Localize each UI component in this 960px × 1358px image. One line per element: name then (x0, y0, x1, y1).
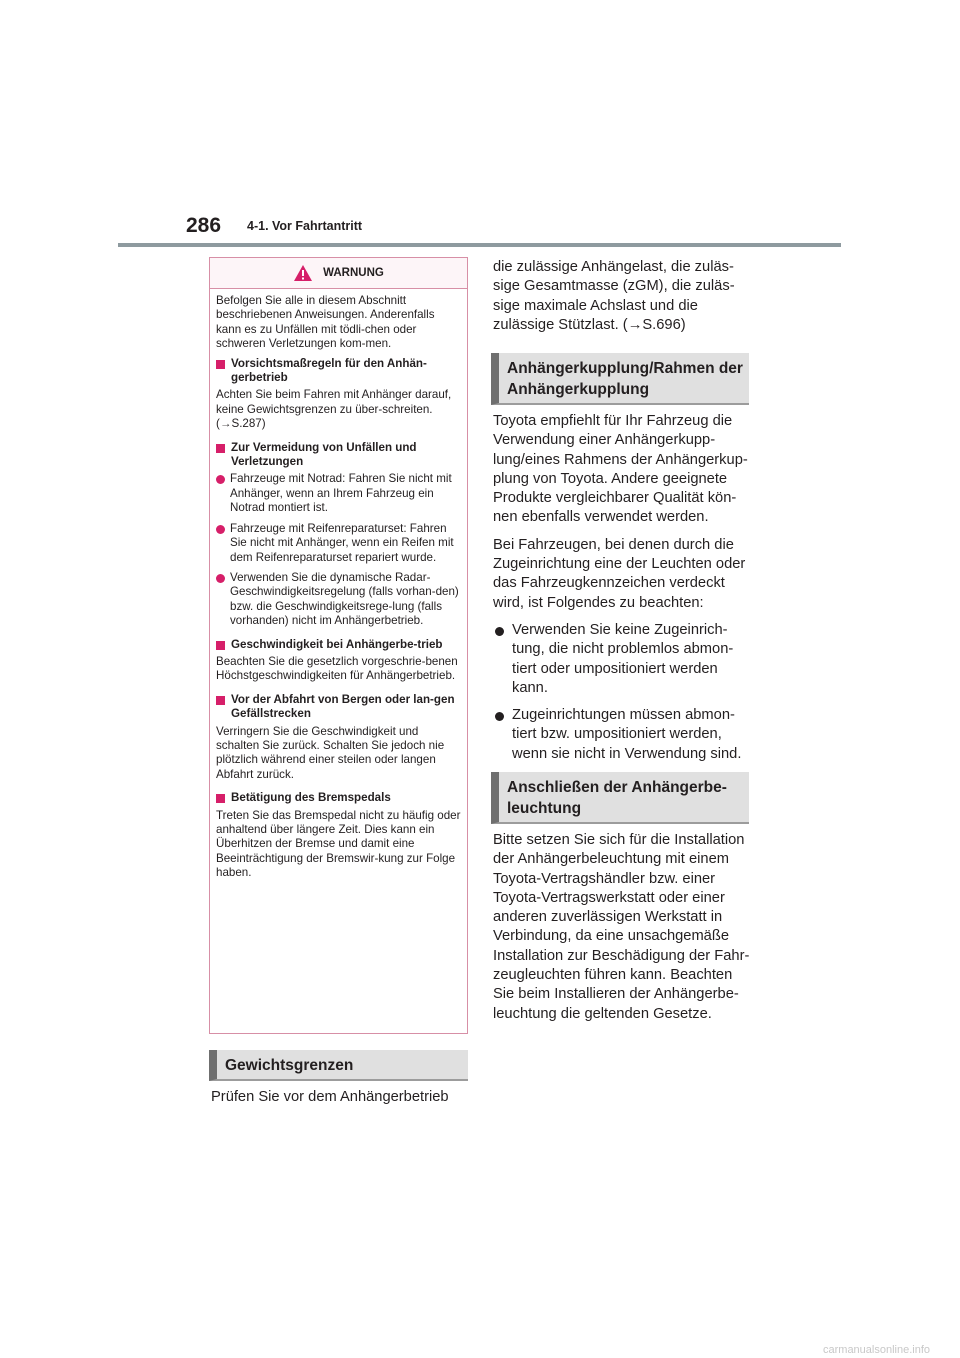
heading-weight-limits: Gewichtsgrenzen (209, 1050, 468, 1081)
warning-box (209, 257, 468, 1034)
square-bullet-icon (216, 641, 225, 650)
bullet-icon (495, 627, 504, 636)
heading-trailer-hitch: Anhängerkupplung/Rahmen der Anhängerkupplung (491, 353, 749, 405)
warning-paragraph: Beachten Sie die gesetzlich vorgeschrie-benen Höchstgeschwindigkeiten für Anhängerbetrieb. (216, 654, 458, 683)
lights-text: Bitte setzen Sie sich für die Installation der Anhängerbeleuchtung mit einem Toyota-Vertragshändler bzw. einer Toyota-Vertragswerkstatt oder einer anderen zuverlässigen Werkstatt in Verbindung, da eine unsachgemäße Installation zur Beschädigung der Fahr-zeugleuchten führen kann. Beachten Sie beim Installieren der Anhängerbe-leuchtung die geltenden Gesetze. (493, 832, 750, 1022)
warning-subheading: Betätigung des Bremspedals (216, 791, 461, 805)
hitch-paragraph: Bei Fahrzeugen, bei denen durch die Zugeinrichtung eine der Leuchten oder das Fahrzeugkennzeichen verdeckt wird, ist Folgendes zu beachten: (493, 536, 746, 611)
square-bullet-icon (216, 444, 225, 453)
heading-trailer-lights: Anschließen der Anhängerbe-leuchtung (491, 772, 749, 824)
warning-header (210, 258, 467, 289)
warning-paragraph: Achten Sie beim Fahren mit Anhänger darauf, keine Gewichtsgrenzen zu über-schreiten. (→S.287) (216, 388, 452, 431)
hitch-paragraph: Toyota empfiehlt für Ihr Fahrzeug die Verwendung einer Anhängerkupp-lung/eines Rahmens der Anhängerkup-plung von Toyota. Andere geeignete Produkte vergleichbarer Qualität kön-nen ebenfalls verwendet werden. (493, 413, 748, 526)
list-item: Verwenden Sie keine Zugeinrich-tung, die nicht problemlos abmon-tiert oder umpositioniert werden kann. (493, 621, 750, 698)
footer-link[interactable]: carmanualsonline.info (823, 1344, 931, 1356)
square-bullet-icon (216, 360, 225, 369)
weights-text-start: Prüfen Sie vor dem Anhängerbetrieb (211, 1089, 449, 1105)
page-number: 286 (186, 214, 222, 237)
warning-list-item: Fahrzeuge mit Reifenreparaturset: Fahren Sie nicht mit Anhänger, wenn ein Reifen mit dem Reifenreparaturset repariert wurde. (216, 522, 461, 565)
warning-subheading: Zur Vermeidung von Unfällen und Verletzungen (216, 441, 461, 470)
circle-bullet-icon (216, 574, 225, 583)
square-bullet-icon (216, 696, 225, 705)
hitch-text (493, 412, 750, 772)
weights-text-continued: die zulässige Anhängelast, die zuläs-sige Gesamtmasse (zGM), die zuläs-sige maximale Achslast und die zulässige Stützlast. (→S.696) (493, 259, 735, 333)
warning-subheading: Vor der Abfahrt von Bergen oder lan-gen Gefällstrecken (216, 693, 461, 722)
warning-list-item: Fahrzeuge mit Notrad: Fahren Sie nicht mit Anhänger, wenn an Ihrem Fahrzeug ein Notrad montiert ist. (216, 472, 461, 515)
circle-bullet-icon (216, 525, 225, 534)
warning-body (210, 289, 467, 881)
warning-paragraph: Treten Sie das Bremspedal nicht zu häufig oder anhaltend über längere Zeit. Dies kann ein Überhitzen der Bremse und damit eine Beeinträchtigung der Bremswir-kung zur Folge haben. (216, 808, 461, 880)
warning-list-item: Verwenden Sie die dynamische Radar-Geschwindigkeitsregelung (falls vorhan-den) bzw. die Geschwindigkeitsrege-lung (falls vorhanden) nicht im Anhängerbetrieb. (216, 571, 461, 629)
warning-subheading: Vorsichtsmaßregeln für den Anhän-gerbetrieb (216, 357, 461, 386)
warning-triangle-icon (293, 264, 313, 282)
warning-intro: Befolgen Sie alle in diesem Abschnitt beschriebenen Anweisungen. Anderenfalls kann es zu Unfällen mit tödli-chen oder schweren Verletzungen kom-men. (216, 294, 435, 351)
square-bullet-icon (216, 794, 225, 803)
bullet-icon (495, 712, 504, 721)
circle-bullet-icon (216, 475, 225, 484)
warning-paragraph: Verringern Sie die Geschwindigkeit und schalten Sie zurück. Schalten Sie jedoch nie plötzlich während einer steilen oder langen Abfahrt zurück. (216, 724, 445, 781)
list-item: Zugeinrichtungen müssen abmon-tiert bzw. umpositioniert werden, wenn sie nicht in Verwendung sind. (493, 706, 750, 764)
section-title: 4-1. Vor Fahrtantritt (247, 219, 363, 233)
header-rule (118, 243, 841, 247)
warning-title: WARNUNG (323, 267, 384, 279)
warning-subheading: Geschwindigkeit bei Anhängerbe-trieb (216, 638, 461, 652)
